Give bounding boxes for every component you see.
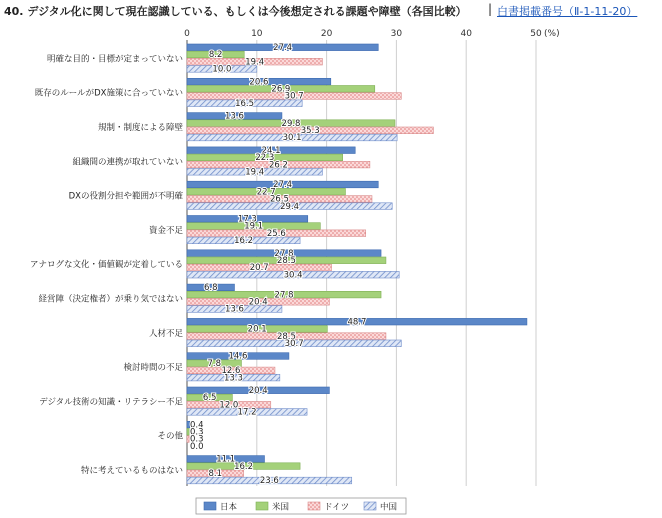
legend-swatch-ドイツ <box>308 502 320 510</box>
data-label: 24.1 <box>261 145 281 156</box>
x-tick-label: 50 <box>530 29 542 39</box>
x-tick-label: 10 <box>251 29 263 39</box>
category-label: その他 <box>157 431 183 442</box>
data-label: 7.8 <box>207 358 221 369</box>
category-label: DXの役割分担や範囲が不明確 <box>68 191 183 202</box>
data-label: 0.4 <box>190 420 204 431</box>
data-label: 23.6 <box>259 476 279 487</box>
data-label: 6.5 <box>202 393 217 404</box>
chart-title: 40. デジタル化に関して現在認識している、もしくは今後想定される課題や障壁（各国比較） <box>4 5 467 18</box>
x-tick-label: 0 <box>184 29 190 39</box>
legend-swatch-日本 <box>204 502 216 510</box>
data-label: 27.4 <box>273 43 293 53</box>
legend-label: 米国 <box>272 502 290 513</box>
x-tick-label: 30 <box>390 29 403 39</box>
category-label: 検討時間の不足 <box>123 363 183 374</box>
data-label: 48.7 <box>347 317 367 328</box>
data-label: 20.6 <box>249 77 269 88</box>
data-label: 16.2 <box>234 461 254 472</box>
bars-layer <box>187 44 527 487</box>
bar-米国 <box>187 429 189 436</box>
data-label: 17.3 <box>237 214 257 225</box>
data-label: 12.6 <box>221 366 241 377</box>
data-label: 30.7 <box>284 91 304 102</box>
data-label: 26.9 <box>271 84 291 95</box>
legend-label: ドイツ <box>324 502 350 513</box>
title-separator: | <box>488 2 493 16</box>
legend-label: 日本 <box>220 502 238 513</box>
legend <box>196 498 406 514</box>
data-label: 0.0 <box>190 441 204 452</box>
category-label: 人材不足 <box>148 328 183 339</box>
data-label: 0.3 <box>190 434 204 445</box>
data-label: 30.7 <box>284 339 304 349</box>
legend-swatch-中国 <box>364 502 376 510</box>
category-label: 経営陣（決定権者）が乗り気ではない <box>38 294 183 305</box>
data-label: 22.7 <box>256 187 276 198</box>
category-label: 規制・制度による障壁 <box>97 123 183 133</box>
data-label: 20.1 <box>247 324 267 335</box>
bar-ドイツ <box>187 436 189 443</box>
data-label: 13.6 <box>224 111 244 122</box>
data-label: 6.8 <box>203 283 218 294</box>
data-label: 17.2 <box>237 407 257 418</box>
category-label: 既存のルールがDX施策に合っていない <box>34 88 183 99</box>
data-label: 19.1 <box>244 221 264 232</box>
data-label: 8.2 <box>208 50 223 61</box>
category-label: アナログな文化・価値観が定着している <box>29 260 183 271</box>
data-label: 28.5 <box>276 331 296 342</box>
x-tick-label: 40 <box>460 29 472 39</box>
data-label: 30.1 <box>282 133 302 144</box>
labels-layer <box>30 29 560 486</box>
x-tick-label: 20 <box>320 29 333 39</box>
data-label: 22.3 <box>255 153 275 164</box>
data-label: 8.1 <box>208 469 223 479</box>
data-label: 26.2 <box>268 160 288 171</box>
data-label: 16.5 <box>235 98 255 109</box>
data-label: 13.3 <box>223 373 243 384</box>
data-label: 12.0 <box>219 400 239 411</box>
category-label: デジタル技術の知識・リテラシー不足 <box>39 397 183 408</box>
data-label: 27.8 <box>274 290 294 301</box>
data-label: 27.8 <box>274 248 294 259</box>
data-label: 29.8 <box>281 118 301 129</box>
data-label: 0.3 <box>190 427 204 438</box>
x-unit-label: (%) <box>544 29 560 39</box>
data-label: 10.0 <box>212 64 232 75</box>
data-label: 19.4 <box>245 167 265 178</box>
data-label: 30.4 <box>283 270 303 281</box>
data-label: 14.6 <box>228 351 248 362</box>
legend-label: 中国 <box>380 502 398 513</box>
data-label: 20.4 <box>248 297 268 308</box>
data-label: 25.6 <box>266 228 286 239</box>
data-label: 35.3 <box>300 126 320 136</box>
data-label: 19.4 <box>245 57 265 68</box>
data-label: 16.2 <box>234 236 254 247</box>
data-label: 13.6 <box>224 304 244 315</box>
whitepaper-reference-link[interactable]: 白書掲載番号（Ⅱ-1-11-20） <box>497 5 638 18</box>
data-label: 20.4 <box>248 386 268 396</box>
category-label: 資金不足 <box>148 225 183 236</box>
category-label: 組織間の連携が取れていない <box>72 157 183 168</box>
category-label: 明確な目的・目標が定まっていない <box>46 54 183 65</box>
data-label: 28.5 <box>276 256 296 266</box>
data-label: 11.1 <box>216 454 236 465</box>
legend-swatch-米国 <box>256 502 268 510</box>
category-label: 特に考えているものはない <box>80 466 183 476</box>
data-label: 29.4 <box>280 201 300 212</box>
data-label: 20.7 <box>249 263 269 274</box>
data-label: 26.5 <box>270 194 289 205</box>
data-label: 27.4 <box>273 180 293 191</box>
